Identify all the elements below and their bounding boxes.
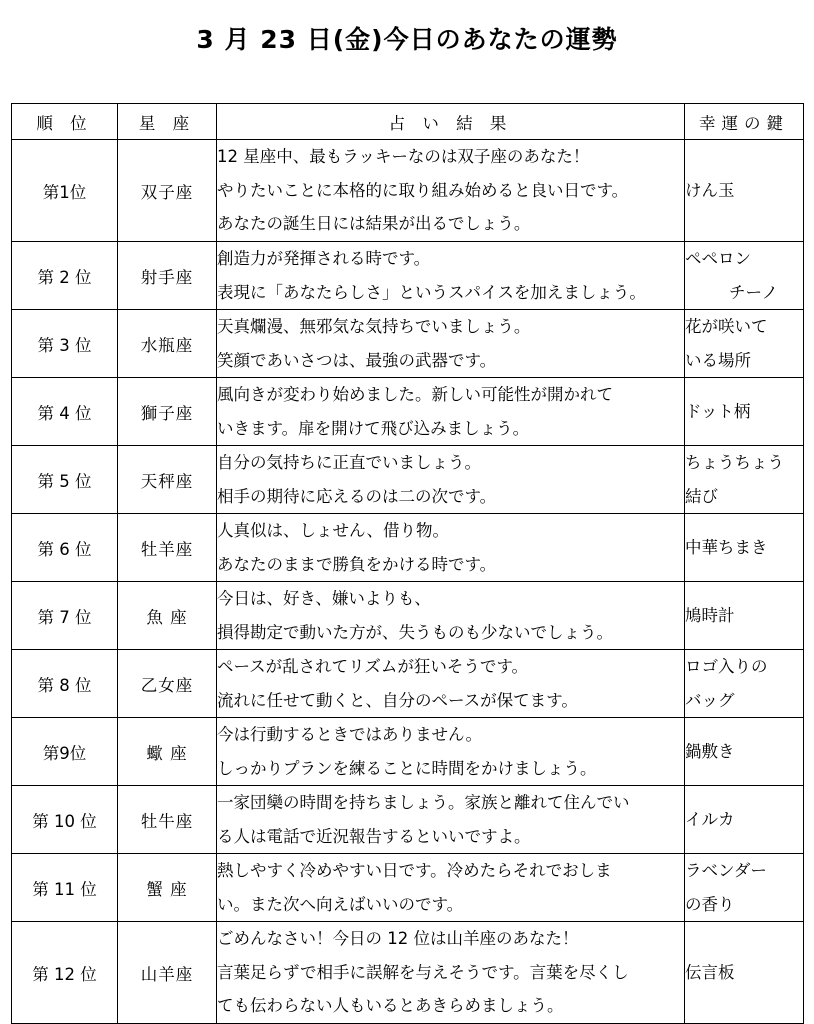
table-row bbox=[12, 922, 804, 1024]
sign-cell: 魚 座 bbox=[118, 582, 217, 650]
lucky-item-cell bbox=[685, 242, 804, 310]
rank-cell: 第9位 bbox=[12, 718, 118, 786]
rank-cell: 第1位 bbox=[12, 140, 118, 242]
rank-cell: 第 3 位 bbox=[12, 310, 118, 378]
header-fortune: 占 い 結 果 bbox=[217, 104, 685, 140]
sign-cell: 天秤座 bbox=[118, 446, 217, 514]
rank-cell: 第 12 位 bbox=[12, 922, 118, 1024]
table-row bbox=[12, 786, 804, 854]
fortune-cell: 今日は、好き、嫌いよりも、 損得勘定で動いた方が、失うものも少ないでしょう。 bbox=[217, 582, 685, 650]
sign-cell: 牡羊座 bbox=[118, 514, 217, 582]
sign-cell: 水瓶座 bbox=[118, 310, 217, 378]
fortune-cell: 天真爛漫、無邪気な気持ちでいましょう。 笑顔であいさつは、最強の武器です。 bbox=[217, 310, 685, 378]
lucky-item-cell: 鳩時計 bbox=[685, 582, 804, 650]
rank-cell: 第 10 位 bbox=[12, 786, 118, 854]
header-lucky-item: 幸運の鍵 bbox=[685, 104, 804, 140]
table-row bbox=[12, 140, 804, 242]
table-row bbox=[12, 378, 804, 446]
lucky-item-line: チーノ bbox=[729, 282, 779, 302]
lucky-item-cell: 伝言板 bbox=[685, 922, 804, 1024]
fortune-cell: 今は行動するときではありません。 しっかりプランを練ることに時間をかけましょう。 bbox=[217, 718, 685, 786]
rank-cell: 第 6 位 bbox=[12, 514, 118, 582]
header-sign: 星 座 bbox=[118, 104, 217, 140]
lucky-item-cell: 花が咲いて いる場所 bbox=[685, 310, 804, 378]
table-row bbox=[12, 446, 804, 514]
sign-cell: 射手座 bbox=[118, 242, 217, 310]
sign-cell: 蠍 座 bbox=[118, 718, 217, 786]
rank-cell: 第 5 位 bbox=[12, 446, 118, 514]
header-row bbox=[12, 104, 804, 140]
lucky-item-cell: けん玉 bbox=[685, 140, 804, 242]
lucky-item-cell: イルカ bbox=[685, 786, 804, 854]
rank-cell: 第 4 位 bbox=[12, 378, 118, 446]
lucky-item-cell: 鍋敷き bbox=[685, 718, 804, 786]
rank-cell: 第 2 位 bbox=[12, 242, 118, 310]
rank-cell: 第 8 位 bbox=[12, 650, 118, 718]
table-row bbox=[12, 310, 804, 378]
table-row bbox=[12, 650, 804, 718]
table-row bbox=[12, 854, 804, 922]
sign-cell: 牡牛座 bbox=[118, 786, 217, 854]
rank-cell: 第 7 位 bbox=[12, 582, 118, 650]
fortune-cell: 12 星座中、最もラッキーなのは双子座のあなた！ やりたいことに本格的に取り組み始めると良い日です。 あなたの誕生日には結果が出るでしょう。 bbox=[217, 140, 685, 242]
fortune-cell: 一家団欒の時間を持ちましょう。家族と離れて住んでい る人は電話で近況報告するといいですよ。 bbox=[217, 786, 685, 854]
fortune-cell: 風向きが変わり始めました。新しい可能性が開かれて いきます。扉を開けて飛び込みましょう。 bbox=[217, 378, 685, 446]
lucky-item-cell: ドット柄 bbox=[685, 378, 804, 446]
lucky-item-cell: 中華ちまき bbox=[685, 514, 804, 582]
sign-cell: 双子座 bbox=[118, 140, 217, 242]
fortune-cell: 人真似は、しょせん、借り物。 あなたのままで勝負をかける時です。 bbox=[217, 514, 685, 582]
sign-cell: 蟹 座 bbox=[118, 854, 217, 922]
lucky-item-cell: ラベンダー の香り bbox=[685, 854, 804, 922]
fortune-table bbox=[11, 103, 804, 1024]
fortune-cell: ペースが乱されてリズムが狂いそうです。 流れに任せて動くと、自分のペースが保てます。 bbox=[217, 650, 685, 718]
sign-cell: 山羊座 bbox=[118, 922, 217, 1024]
table-row bbox=[12, 582, 804, 650]
fortune-cell: ごめんなさい！今日の 12 位は山羊座のあなた！ 言葉足らずで相手に誤解を与えそうです。言葉を尽くし ても伝わらない人もいるとあきらめましょう。 bbox=[217, 922, 685, 1024]
table-row bbox=[12, 242, 804, 310]
fortune-cell: 創造力が発揮される時です。 表現に「あなたらしさ」というスパイスを加えましょう。 bbox=[217, 242, 685, 310]
sign-cell: 獅子座 bbox=[118, 378, 217, 446]
lucky-item-line: ペペロン bbox=[685, 249, 751, 268]
lucky-item-cell: ちょうちょう 結び bbox=[685, 446, 804, 514]
fortune-cell: 自分の気持ちに正直でいましょう。 相手の期待に応えるのは二の次です。 bbox=[217, 446, 685, 514]
rank-cell: 第 11 位 bbox=[12, 854, 118, 922]
header-rank: 順 位 bbox=[12, 104, 118, 140]
fortune-cell: 熱しやすく冷めやすい日です。冷めたらそれでおしま い。また次へ向えばいいのです。 bbox=[217, 854, 685, 922]
table-row bbox=[12, 718, 804, 786]
table-row bbox=[12, 514, 804, 582]
lucky-item-cell: ロゴ入りの バッグ bbox=[685, 650, 804, 718]
page-title: 3 月 23 日(金)今日のあなたの運勢 bbox=[196, 25, 618, 54]
sign-cell: 乙女座 bbox=[118, 650, 217, 718]
